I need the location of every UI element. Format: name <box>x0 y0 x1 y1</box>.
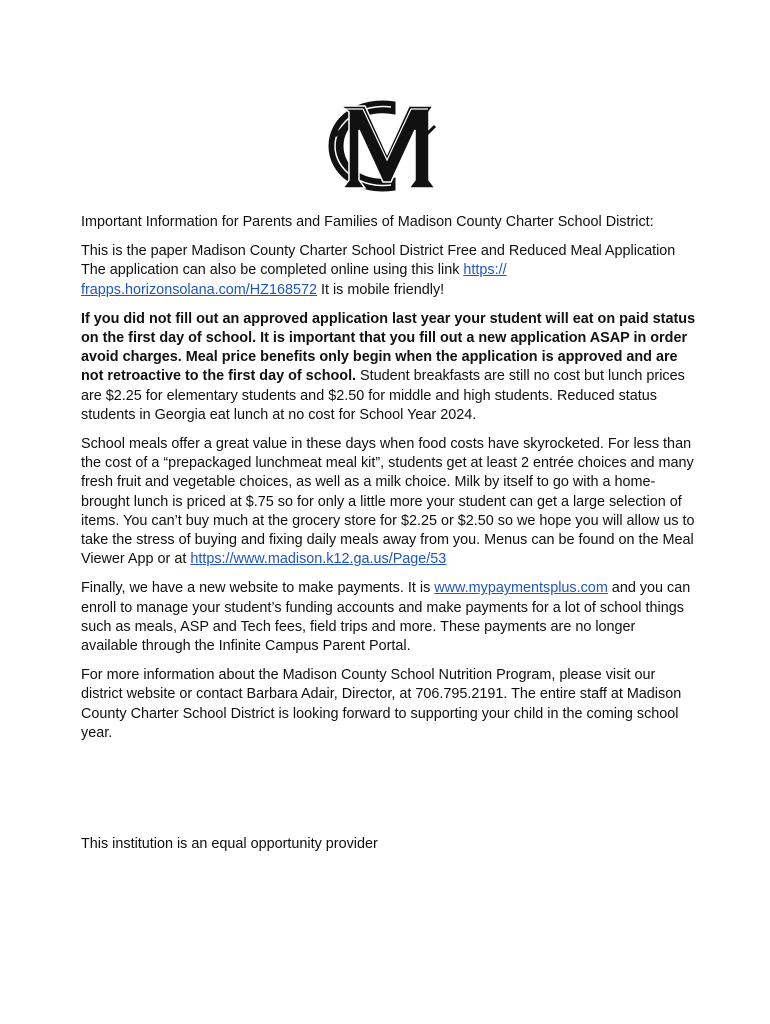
value-text: School meals offer a great value in these days when food costs have skyrocketed. For less than the cost of a “prepackaged lunchmeat meal kit”, students get at least 2 entrée choices and many fresh fruit and vegetable choices, as well as a milk choice. Milk by itself to go with a home-brought lunch is priced at $.75 so for only a little more your student can get a large selection of items. You can’t buy much at the grocery store for $2.25 or $2.50 so we hope you will allow us to take the stress of buying and fixing daily meals away from you. Menus can be found on the Meal Viewer App or at <box>81 436 695 568</box>
payments-paragraph <box>81 579 696 656</box>
notice-prices-text: Student breakfasts are still no cost but lunch prices are $2.25 for elementary students and $2.50 for middle and high students. Reduced status students in Georgia eat lunch at no cost for School Year 2024. <box>81 368 685 423</box>
heading-paragraph <box>81 213 696 232</box>
menu-page-link[interactable]: https://www.madison.k12.ga.us/Page/53 <box>190 551 447 568</box>
logo-m-shape <box>341 106 435 188</box>
page-heading: Important Information for Parents and Families of Madison County Charter School District: <box>81 214 654 230</box>
notice-paragraph <box>81 310 696 425</box>
logo-graphic <box>325 96 440 196</box>
intro-text: This is the paper Madison County Charter School District Free and Reduced Meal Application The application can also be completed online using this link <box>81 243 676 279</box>
payments-details-text: and you can enroll to manage your student’s funding accounts and make payments for a lot of school things such as meals, ASP and Tech fees, field trips and more. These payments are no longer available through the Infinite Campus Parent Portal. <box>81 580 691 655</box>
value-paragraph <box>81 435 696 569</box>
equal-opportunity-footer <box>81 835 378 854</box>
letter-body <box>81 213 696 753</box>
online-application-link[interactable]: https:// frapps.horizonsolana.com/HZ168572 <box>81 262 507 298</box>
notice-bold-text: If you did not fill out an approved application last year your student will eat on paid status on the first day of school. It is important that you fill out a new application ASAP in order avoid charges. Meal price benefits only begin when the application is approved and are not retroactive to the first day of school. <box>81 310 696 385</box>
contact-paragraph <box>81 666 696 743</box>
mc-monogram-logo <box>325 96 440 196</box>
payments-text: Finally, we have a new website to make payments. It is <box>81 580 435 597</box>
footer-text: This institution is an equal opportunity provider <box>81 836 378 852</box>
payments-website-link[interactable]: www.mypaymentsplus.com <box>434 580 608 597</box>
contact-text: For more information about the Madison County School Nutrition Program, please visit our district website or contact Barbara Adair, Director, at 706.795.2191. The entire staff at Madison County Charter School District is looking forward to supporting your child in the coming school year. <box>81 667 682 741</box>
intro-mobile-text: It is mobile friendly! <box>316 281 445 298</box>
intro-paragraph <box>81 242 696 300</box>
